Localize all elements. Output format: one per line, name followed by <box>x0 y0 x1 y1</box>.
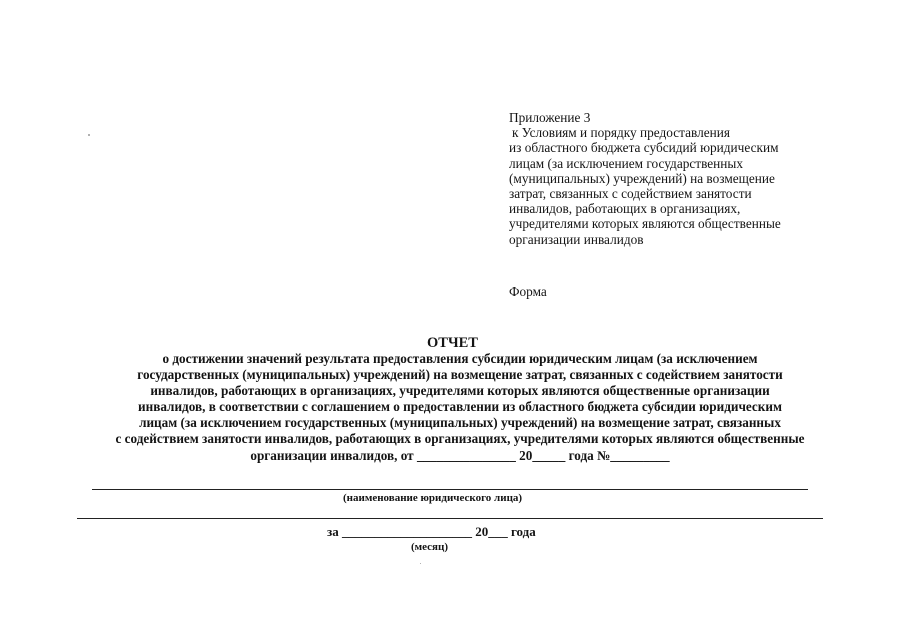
subtitle-line-1: о достижении значений результата предоставления субсидии юридическим лицам (за исключением <box>162 351 758 366</box>
appendix-line-2: к Условиям и порядку предоставления <box>512 125 731 141</box>
entity-name-line <box>92 489 808 490</box>
appendix-line-9: организации инвалидов <box>509 231 644 247</box>
subtitle-line-7: организации инвалидов, от _______________ 20_____ года №_________ <box>250 447 670 463</box>
appendix-line-4: лицам (за исключением государственных <box>509 155 744 171</box>
report-title: ОТЧЕТ <box>427 335 478 351</box>
entity-name-caption: (наименование юридического лица) <box>343 492 523 504</box>
report-subtitle <box>40 351 880 464</box>
appendix-line-1: Приложение 3 <box>509 110 591 125</box>
appendix-line-6: затрат, связанных с содействием занятости <box>509 186 752 202</box>
appendix-line-7: инвалидов, работающих в организациях, <box>509 201 741 217</box>
appendix-block <box>509 110 839 247</box>
entity-name-line-2 <box>77 518 823 519</box>
form-label: Форма <box>509 284 547 299</box>
month-caption: (месяц) <box>411 541 449 553</box>
scan-speck <box>420 563 421 564</box>
report-period-line: за ____________________ 20___ года <box>327 524 536 539</box>
subtitle-line-5: лицам (за исключением государственных (муниципальных) учреждений) на возмещение затрат, связанных <box>139 415 781 431</box>
subtitle-line-6: с содействием занятости инвалидов, работающих в организациях, учредителями которых являются общественные <box>115 431 805 447</box>
subtitle-line-2: государственных (муниципальных) учреждений) на возмещение затрат, связанных с содействием занятости <box>137 367 783 383</box>
scan-speck <box>88 134 90 136</box>
subtitle-line-3: инвалидов, работающих в организациях, учредителями которых являются общественные организации <box>150 383 770 399</box>
appendix-line-5: (муниципальных) учреждений) на возмещение <box>509 170 775 186</box>
subtitle-line-4: инвалидов, в соответствии с соглашением о предоставлении из областного бюджета субсидии юридическим <box>138 399 782 415</box>
appendix-line-8: учредителями которых являются общественные <box>509 216 781 232</box>
appendix-line-3: из областного бюджета субсидий юридическим <box>509 140 779 156</box>
